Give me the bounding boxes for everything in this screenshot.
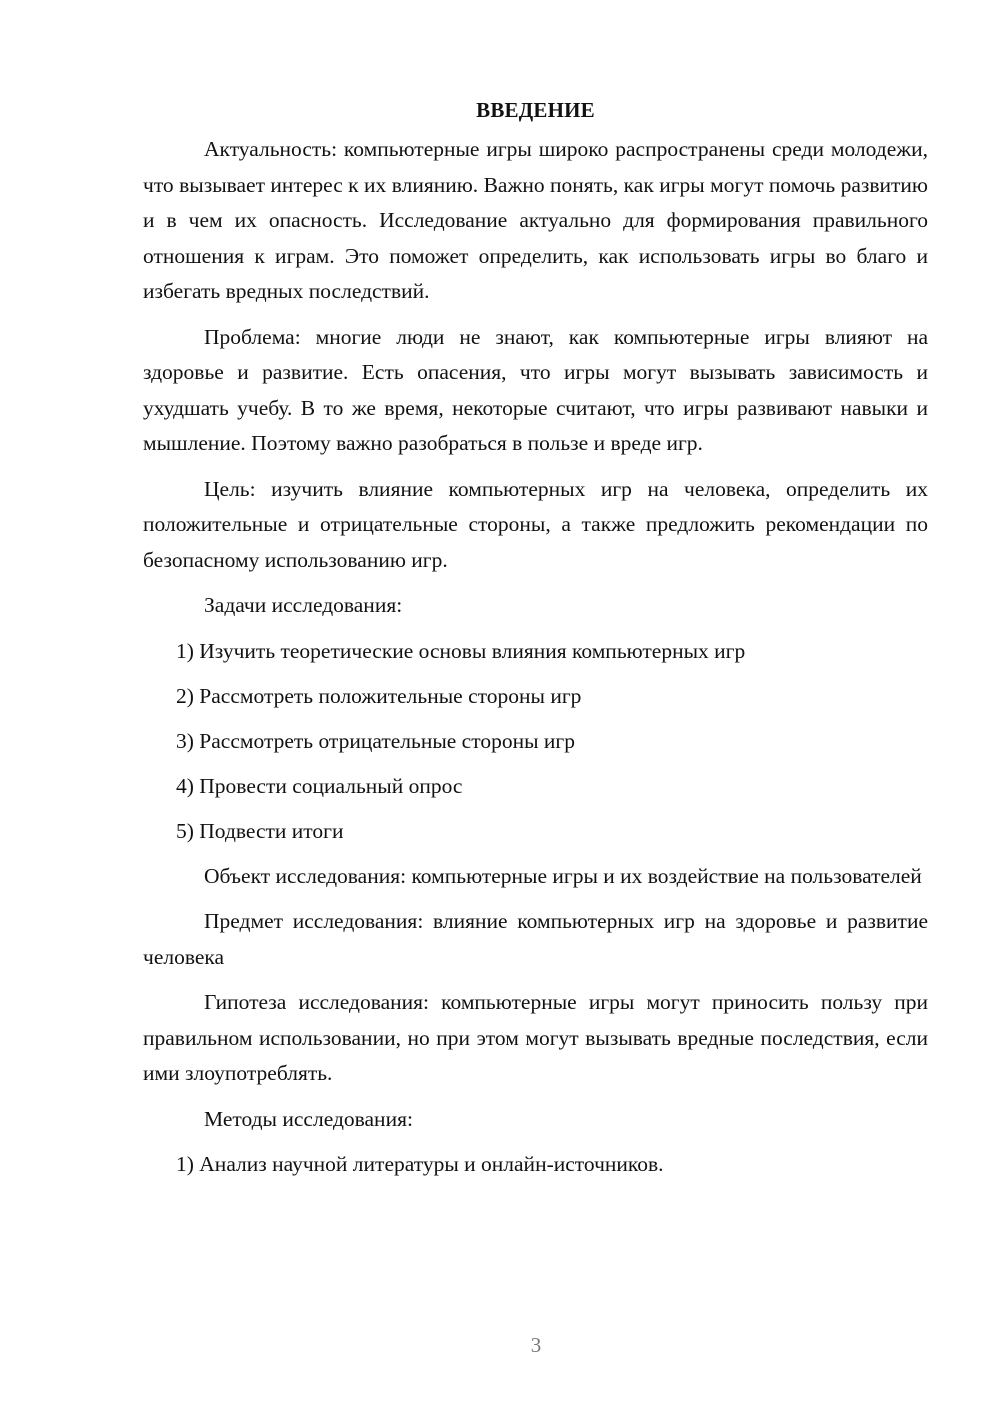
task-item-3: 3) Рассмотреть отрицательные стороны игр (176, 728, 575, 753)
page-number: 3 (530, 1333, 542, 1357)
object-paragraph: Объект исследования: компьютерные игры и их воздействие на пользователей (204, 863, 922, 888)
tasks-list (143, 634, 928, 850)
tasks-title: Задачи исследования: (204, 593, 403, 617)
problem-paragraph: Проблема: многие люди не знают, как компьютерные игры влияют на здоровье и развитие. Есть опасения, что игры могут вызывать зависимость и ухудшать учебу. В то же время, некоторые считают, что игры развивают навыки и мышление. Поэтому важно разобраться в пользе и вреде игр. (143, 324, 928, 455)
methods-title: Методы исследования: (204, 1106, 413, 1131)
goal-paragraph: Цель: изучить влияние компьютерных игр на человека, определить их положительные и отрицательные стороны, а также предложить рекомендации по безопасному использованию игр. (143, 476, 928, 572)
relevance-paragraph: Актуальность: компьютерные игры широко распространены среди молодежи, что вызывает интерес к их влиянию. Важно понять, как игры могут помочь развитию и в чем их опасность. Исследование актуально для формирования правильного отношения к играм. Это поможет определить, как использовать игры во благо и избегать вредных последствий. (143, 137, 928, 303)
section-heading: ВВЕДЕНИЕ (476, 98, 595, 122)
subject-paragraph: Предмет исследования: влияние компьютерных игр на здоровье и развитие человека (143, 909, 928, 969)
page-content (143, 92, 928, 1192)
hypothesis-paragraph: Гипотеза исследования: компьютерные игры могут приносить пользу при правильном использовании, но при этом могут вызывать вредные последствия, если ими злоупотреблять. (143, 990, 928, 1085)
task-item-1: 1) Изучить теоретические основы влияния компьютерных игр (176, 638, 746, 663)
task-item-4: 4) Провести социальный опрос (176, 773, 463, 798)
method-item-1: 1) Анализ научной литературы и онлайн-источников. (176, 1152, 664, 1176)
task-item-2: 2) Рассмотреть положительные стороны игр (176, 683, 582, 708)
methods-list (143, 1147, 928, 1183)
task-item-5: 5) Подвести итоги (176, 818, 344, 843)
